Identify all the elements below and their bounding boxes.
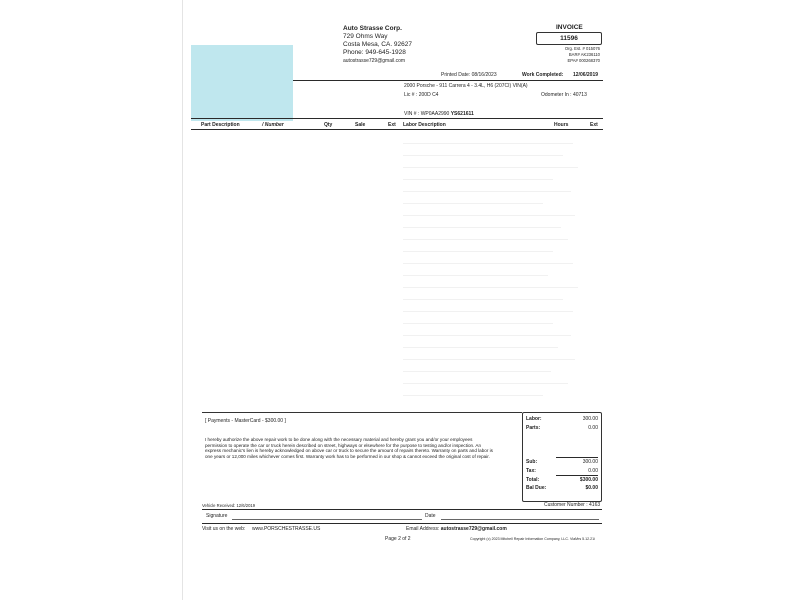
- col-ext: Ext: [388, 122, 396, 128]
- email-footer: [406, 526, 507, 532]
- shop-phone: Phone: 949-645-1928: [343, 49, 406, 56]
- invoice-number: 11596: [536, 32, 602, 45]
- subtotal-rule: [556, 457, 598, 458]
- sub-value: 300.00: [582, 459, 598, 465]
- epa-number: EPA# 000268370: [567, 58, 600, 63]
- labor-value: 300.00: [582, 416, 598, 422]
- total-label: Total:: [526, 477, 540, 483]
- col-number: / Number: [262, 122, 284, 128]
- redacted-customer-label: [191, 45, 293, 121]
- shop-name: Auto Strasse Corp.: [343, 25, 402, 32]
- footer-top-rule: [202, 509, 602, 510]
- col-labor-description: Labor Description: [403, 122, 446, 128]
- parts-label: Parts:: [526, 425, 541, 431]
- tax-value: 0.00: [588, 468, 598, 474]
- copyright: Copyright (c) 2023 Mitchell Repair Information Company, LLC. ViaMrs 5.12.21i: [470, 537, 595, 541]
- shop-address-line1: 729 Ohms Way: [343, 33, 388, 40]
- date-label: Date: [425, 513, 436, 519]
- vin-value-a: WP0AA2990: [420, 111, 450, 117]
- page-number: Page 2 of 2: [385, 536, 411, 542]
- total-value: $300.00: [579, 477, 598, 483]
- vin-label: VIN # :: [404, 111, 420, 117]
- license-plate: Lic # : 200D C4: [404, 92, 439, 98]
- shop-email: autostrasse729@gmail.com: [343, 58, 406, 64]
- total-rule: [556, 475, 598, 476]
- vin-row: [404, 111, 474, 117]
- bal-due-value: $0.00: [585, 485, 598, 491]
- website-link[interactable]: www.PORSCHESTRASSE.US: [252, 526, 321, 532]
- email-label: Email Address:: [406, 526, 440, 532]
- parts-value: 0.00: [588, 425, 598, 431]
- sub-label: Sub:: [526, 459, 538, 465]
- col-hours: Hours: [554, 122, 569, 128]
- vin-value-b: YS621611: [450, 111, 474, 117]
- vehicle-received: Vehicle Received: 12/6/2019: [202, 503, 256, 508]
- header-divider: [293, 80, 603, 81]
- columns-top-rule: [191, 118, 603, 119]
- signature-line: [232, 519, 422, 520]
- footer-bottom-rule: [202, 523, 602, 524]
- org-est-number: Org. Est. # 015076: [564, 46, 600, 51]
- labor-label: Labor:: [526, 416, 542, 422]
- customer-number: Customer Number : 4163: [544, 502, 601, 508]
- visit-label: Visit us on the web:: [202, 526, 246, 532]
- odometer-in: Odometer In : 40713: [541, 92, 587, 98]
- tax-label: Tax:: [526, 468, 536, 474]
- col-ext-labor: Ext: [590, 122, 598, 128]
- payments-line: [ Payments - MasterCard - $300.00 ]: [205, 418, 286, 424]
- col-sale: Sale: [355, 122, 366, 128]
- authorization-disclaimer: I hereby authorize the above repair work to be done along with the necessary material and hereby grant you and/or your employees permission to operate the car or truck herein described on street, highways or elsewhere for the purpose to testing and/or inspection. An express mechanic's lien is hereby acknowledged on above car or truck to secure the amount of repairs thereto. Warranty on parts and labor is one years or 12,000 miles whichever comes first. Warranty work has to be performed in our shop & cannot exceed the original cost of repair.: [205, 437, 493, 459]
- col-qty: Qty: [324, 122, 333, 128]
- shop-address-line2: Costa Mesa, CA. 92627: [343, 41, 413, 48]
- work-completed-date: 12/06/2019: [573, 72, 599, 78]
- printed-date: Printed Date: 08/16/2023: [441, 72, 497, 78]
- signature-label: Signature: [206, 513, 228, 519]
- date-line: [441, 519, 599, 520]
- vehicle-description: 2000 Porsche - 911 Carrera 4 - 3.4L, H6 (207CI) VIN(A): [404, 83, 528, 89]
- invoice-title: INVOICE: [556, 24, 583, 31]
- col-part-description: Part Description: [201, 122, 240, 128]
- email-link[interactable]: autostrasse729@gmail.com: [440, 526, 507, 532]
- bal-due-label: Bal Due:: [526, 485, 547, 491]
- work-completed-label: Work Completed:: [522, 72, 564, 78]
- columns-bottom-rule: [191, 129, 603, 130]
- bar-number: BAR# AK236110: [568, 52, 600, 57]
- faded-labor-text: [403, 135, 588, 410]
